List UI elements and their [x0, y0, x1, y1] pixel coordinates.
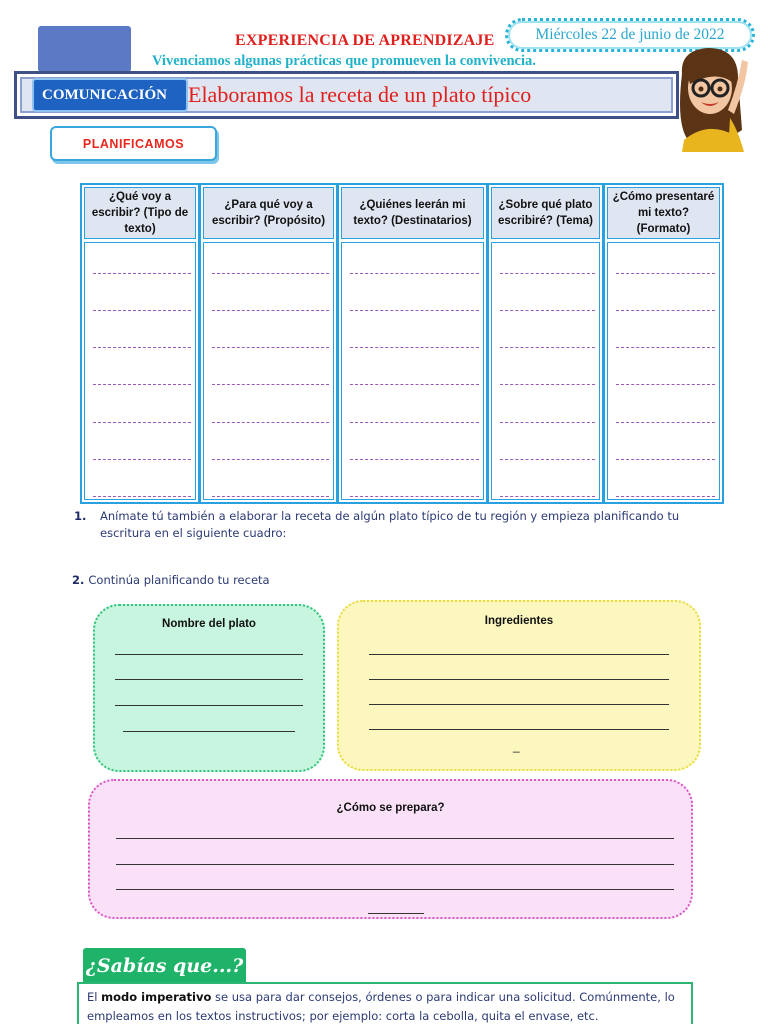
area-tag: COMUNICACIÓN [32, 78, 188, 112]
answer-line [212, 459, 329, 460]
step-number: 2. [72, 573, 85, 587]
answer-line [350, 273, 479, 274]
answer-line [350, 347, 479, 348]
ingredients-title: Ingredientes [484, 615, 554, 627]
column-answer-area[interactable] [203, 242, 334, 500]
answer-line [500, 496, 595, 497]
write-line [115, 705, 303, 706]
column-header: ¿Qué voy a escribir? (Tipo de texto) [84, 187, 196, 239]
write-line [115, 654, 303, 655]
table-column [201, 185, 339, 502]
write-line [115, 679, 303, 680]
preparation-box[interactable] [88, 779, 693, 919]
write-line [116, 864, 674, 865]
ingredients-box[interactable] [337, 600, 701, 771]
preparation-title: ¿Cómo se prepara? [336, 802, 445, 814]
planning-table [80, 183, 724, 504]
did-you-know-text: se usa para dar consejos, órdenes o para indicar una solicitud. Comúnmente, lo empleamos en los textos instructivos; por ejemplo: corta la cebolla, quita el envase, etc. [87, 990, 675, 1023]
did-you-know-highlight: modo imperativo [101, 990, 212, 1004]
write-line [123, 731, 295, 732]
answer-line [93, 310, 191, 311]
column-answer-area[interactable] [341, 242, 484, 500]
answer-line [350, 459, 479, 460]
experience-title: EXPERIENCIA DE APRENDIZAJE [235, 32, 495, 49]
answer-line [616, 310, 715, 311]
did-you-know-tag: ¿Sabías que...? [83, 948, 246, 984]
column-answer-area[interactable] [607, 242, 720, 500]
answer-line [616, 384, 715, 385]
answer-line [616, 422, 715, 423]
answer-line [93, 273, 191, 274]
column-header: ¿Sobre qué plato escribiré? (Tema) [491, 187, 600, 239]
experience-subtitle: Vivenciamos algunas prácticas que promueven la convivencia. [152, 53, 536, 69]
table-column [339, 185, 489, 502]
step-text: Anímate tú también a elaborar la receta de algún plato típico de tu región y empieza planificando tu escritura en el siguiente cuadro: [100, 509, 680, 540]
answer-line [93, 422, 191, 423]
table-column [605, 185, 722, 502]
column-header: ¿Quiénes leerán mi texto? (Destinatarios) [341, 187, 484, 239]
answer-line [350, 310, 479, 311]
session-title: Elaboramos la receta de un plato típico [188, 82, 532, 107]
instruction-step-2 [72, 573, 270, 587]
table-column [82, 185, 201, 502]
dish-name-title: Nombre del plato [162, 618, 256, 630]
answer-line [212, 273, 329, 274]
answer-line [350, 384, 479, 385]
answer-line [93, 347, 191, 348]
teacher-avatar-icon [668, 44, 752, 152]
date-text: Miércoles 22 de junio de 2022 [535, 26, 725, 43]
answer-line [500, 384, 595, 385]
instruction-step-1 [74, 508, 694, 541]
did-you-know-box [77, 982, 693, 1024]
step-text: Continúa planificando tu receta [88, 573, 270, 587]
ingredients-mark: _ [513, 739, 520, 753]
dish-name-box[interactable] [93, 604, 325, 772]
answer-line [350, 496, 479, 497]
answer-line [616, 459, 715, 460]
answer-line [93, 496, 191, 497]
write-line [368, 913, 424, 914]
answer-line [500, 347, 595, 348]
answer-line [616, 273, 715, 274]
write-line [369, 654, 669, 655]
answer-line [616, 347, 715, 348]
write-line [116, 838, 674, 839]
write-line [369, 729, 669, 730]
column-answer-area[interactable] [84, 242, 196, 500]
answer-line [93, 459, 191, 460]
table-column [489, 185, 605, 502]
column-answer-area[interactable] [491, 242, 600, 500]
answer-line [212, 310, 329, 311]
answer-line [212, 422, 329, 423]
answer-line [212, 347, 329, 348]
section-tag-planificamos: PLANIFICAMOS [50, 126, 217, 161]
column-header: ¿Para qué voy a escribir? (Propósito) [203, 187, 334, 239]
answer-line [616, 496, 715, 497]
answer-line [500, 310, 595, 311]
did-you-know-text-pre: El [87, 990, 102, 1004]
write-line [116, 889, 674, 890]
answer-line [212, 384, 329, 385]
answer-line [93, 384, 191, 385]
answer-line [500, 459, 595, 460]
column-header: ¿Cómo presentaré mi texto? (Formato) [607, 187, 720, 239]
answer-line [500, 422, 595, 423]
header-color-block [38, 26, 131, 72]
write-line [369, 679, 669, 680]
step-number: 1. [74, 509, 87, 523]
answer-line [500, 273, 595, 274]
answer-line [212, 496, 329, 497]
write-line [369, 704, 669, 705]
answer-line [350, 422, 479, 423]
